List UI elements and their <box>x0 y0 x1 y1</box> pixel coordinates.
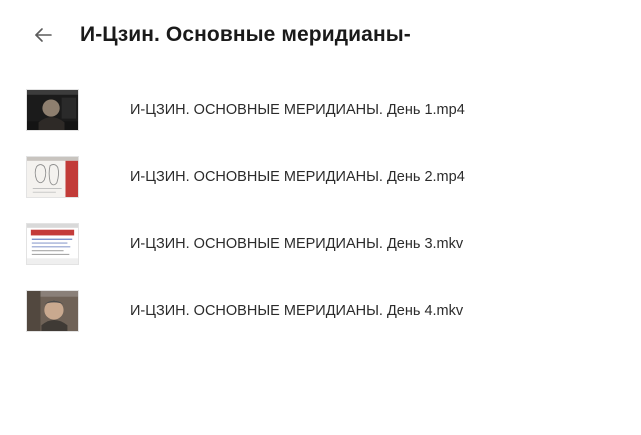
page-header <box>0 0 641 70</box>
video-thumbnail-icon <box>26 89 79 131</box>
page-title: И-Цзин. Основные меридианы- <box>80 23 411 46</box>
video-thumbnail-icon <box>26 156 79 198</box>
list-item[interactable] <box>0 277 641 344</box>
list-item[interactable] <box>0 143 641 210</box>
list-item-label: И-ЦЗИН. ОСНОВНЫЕ МЕРИДИАНЫ. День 4.mkv <box>130 302 464 319</box>
list-item-label: И-ЦЗИН. ОСНОВНЫЕ МЕРИДИАНЫ. День 3.mkv <box>130 235 464 252</box>
list-item-label: И-ЦЗИН. ОСНОВНЫЕ МЕРИДИАНЫ. День 1.mp4 <box>130 101 465 118</box>
list-item-label: И-ЦЗИН. ОСНОВНЫЕ МЕРИДИАНЫ. День 2.mp4 <box>130 168 465 185</box>
list-item[interactable] <box>0 76 641 143</box>
file-list <box>0 76 641 344</box>
list-item[interactable] <box>0 210 641 277</box>
video-thumbnail-icon <box>26 223 79 265</box>
arrow-left-icon[interactable] <box>30 22 56 48</box>
video-thumbnail-icon <box>26 290 79 332</box>
